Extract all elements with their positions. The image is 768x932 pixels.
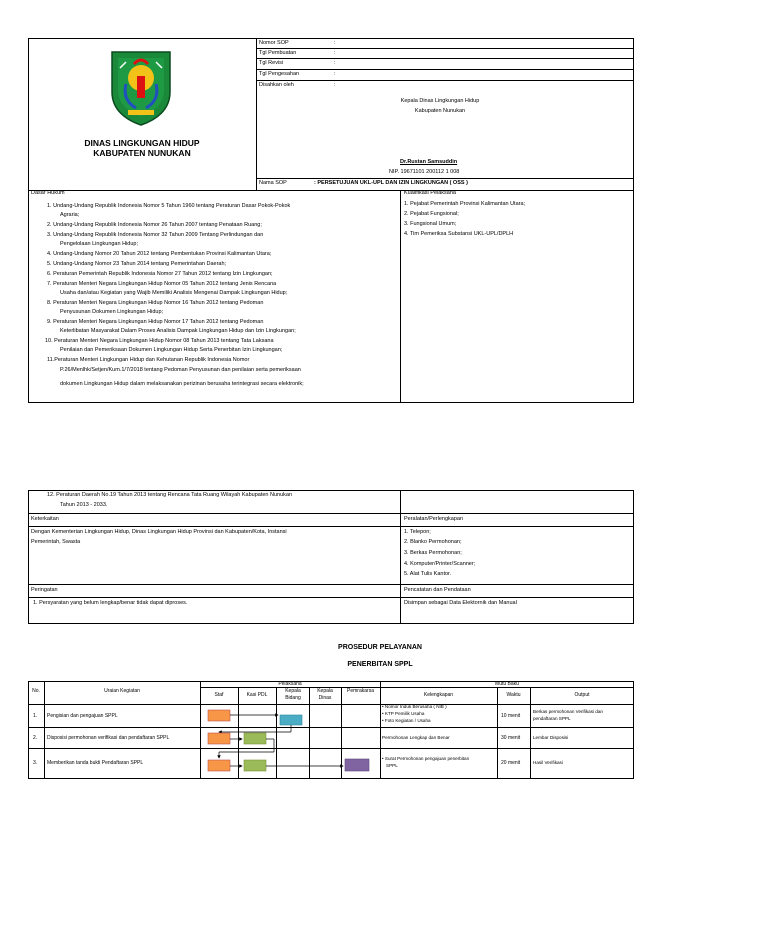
meta-sep-tgl-pembuatan: : [334,50,336,56]
dasar-hukum-item: 4. Undang-Undang Nomor 20 Tahun 2012 tentang Pembentukan Provinsi Kalimantan Utara; [47,251,272,257]
row-uraian: Memberikan tanda bukti Pendaftaran SPPL [47,760,144,766]
procedure-flowchart [200,704,380,779]
row-kelengkapan: • Foto Kegiatan / Usaha [382,718,431,723]
peringatan-title: Peringatan [31,587,58,593]
row-output: Berkas permohonan Verifikasi dan [533,709,603,714]
dasar-hukum-item: Keterlibatan Masyarakat Dalam Proses Analisis Dampak Lingkungan Hidup dan Izin Lingkungan; [60,328,296,334]
meta-sep-tgl-revisi: : [334,60,336,66]
row-kelengkapan: Permohonan Lengkap dan Benar [382,735,450,740]
meta-label-nomor: Nomor SOP [259,40,289,46]
agency-name-line1: DINAS LINGKUNGAN HIDUP [84,138,200,148]
peralatan-item: 3. Berkas Permohonan; [404,550,462,556]
flow-step-kasi-3 [244,760,266,771]
dasar-hukum-item: 6. Peraturan Pemerintah Republik Indonesia Nomor 27 Tahun 2012 tentang Izin Lingkungan; [47,271,273,277]
dasar-hukum-item: 10. Peraturan Menteri Negara Lingkungan Hidup Nomor 08 Tahun 2013 tentang Tata Laksana [45,338,274,344]
approver-nip: NIP. 19671101 200112 1 008 [389,169,460,175]
peringatan-text: 1. Persyaratan yang belum lengkap/benar tidak dapat diproses. [33,600,188,606]
approver-title-line2: Kabupaten Nunukan [414,108,466,114]
meta-label-tgl-pembuatan: Tgl Pembuatan [259,50,297,56]
col-header-no: No. [32,688,40,694]
kualifikasi-item: 4. Tim Pemeriksa Substansi UKL-UPL/DPLH [404,231,514,237]
dasar-hukum-item: P.26/Menlhk/Setjen/Kum.1/7/2018 tentang Pedoman Penyusunan dan penilaian serta pemeriksaan [60,367,301,373]
keterkaitan-text: Dengan Kementerian Lingkungan Hidup, Dinas Lingkungan Hidup Provinsi dan Kabupaten/Kota, Instansi [31,529,287,535]
dasar-hukum-item: 11.Peraturan Menteri Lingkungan Hidup dan Kehutanan Republik Indonesia Nomor [47,357,250,363]
row-uraian: Disposisi permohonan verifikasi dan pendaftaran SPPL [47,735,170,741]
flow-step-pemrakarsa [345,759,369,771]
prosedur-title: PROSEDUR PELAYANAN [338,644,422,651]
row-output: pendaftaran SPPL [533,716,571,721]
col-header-kelengkapan: Kelengkapan [423,692,454,698]
meta-label-tgl-revisi: Tgl Revisi [259,60,284,66]
dasar-hukum-item: dokumen Lingkungan Hidup dalam melaksanakan perizinan berusaha terintegrasi secara elektronik; [60,381,304,387]
meta-sep-disahkan: : [334,82,336,88]
dasar-hukum-item: 8. Peraturan Menteri Negara Lingkungan Hidup Nomor 16 Tahun 2012 tentang Pedoman [47,300,264,306]
flow-step-kasi-2 [244,733,266,744]
kualifikasi-item: 1. Pejabat Pemerintah Provinsi Kalimantan Utara; [404,201,526,207]
keterkaitan-title: Keterkaitan [31,516,59,522]
col-header-pemrakarsa: Pemrakarsa [347,688,374,694]
row-waktu: 30 menit [501,735,521,741]
row-uraian: Pengisian dan pengajuan SPPL [47,713,118,719]
approver-title-line1: Kepala Dinas Lingkungan Hidup [400,98,480,104]
row-waktu: 20 menit [501,760,521,766]
peralatan-title: Peralatan/Perlengkapan [404,516,464,522]
peralatan-item: 4. Komputer/Printer/Scanner; [404,561,476,567]
meta-sep-nomor: : [334,40,336,46]
pencatatan-text: Disimpan sebagai Data Elektornik dan Manual [404,600,517,606]
row-output: Lembar Disposisi [533,735,569,740]
keterkaitan-text-cont: Pemerintah, Swasta [31,539,81,545]
flow-step-kasi-1 [280,715,302,725]
regency-emblem-logo [106,48,176,126]
row-kelengkapan: • Surat Permohonan pengajuan penerbitan [382,756,470,761]
agency-name-line2: KABUPATEN NUNUKAN [93,148,191,158]
flow-step-staf-1 [208,710,230,721]
dasar-hukum-item: Penilaian dan Pemeriksaan Dokumen Lingkungan Hidup Serta Penerbitan Izin Lingkungan; [60,347,283,353]
row-kelengkapan: SPPL [386,763,398,768]
row-no: 2. [33,735,38,741]
kualifikasi-item: 2. Pejabat Fungsional; [404,211,459,217]
row-no: 1. [33,713,38,719]
meta-sep-tgl-pengesahan: : [334,71,336,77]
dasar-hukum-title: Dasar Hukum [31,190,65,196]
row-kelengkapan: • KTP Pemilik Usaha [382,711,425,716]
col-header-mutu: Mutu Baku [495,681,519,687]
dasar-hukum-item: Pengelolaan Lingkungan Hidup; [60,241,138,247]
approver-name: Dr.Rustan Samsuddin [400,159,458,165]
col-header-uraian: Uraian Kegiatan [104,688,140,694]
dasar-hukum-item: 1. Undang-Undang Republik Indonesia Nomor 5 Tahun 1960 tentang Peraturan Dasar Pokok-Pokok [47,203,291,209]
col-header-staf: Staf [214,692,224,698]
dasar-hukum-item: 2. Undang-Undang Republik Indonesia Nomor 26 Tahun 2007 tentang Penataan Ruang; [47,222,262,228]
col-header-kasi: Kasi PDL [246,692,268,698]
kualifikasi-item: 3. Fungsional Umum; [404,221,457,227]
col-header-kadis: Kepala Dinas [317,688,333,701]
col-header-pelaksana: Pelaksana [278,681,302,687]
dasar-hukum-item: 9. Peraturan Menteri Negara Lingkungan Hidup Nomor 17 Tahun 2012 tentang Pedoman [47,319,264,325]
row-waktu: 10 menit [501,713,521,719]
kualifikasi-title: Kualifikasi Pelaksana [404,190,456,196]
prosedur-subtitle: PENERBITAN SPPL [347,661,413,668]
row-no: 3. [33,760,38,766]
col-header-kabid: Kepala Bidang [285,688,301,701]
peralatan-item: 5. Alat Tulis Kantor. [404,571,452,577]
peralatan-item: 2. Blanko Permohonan; [404,539,462,545]
meta-label-tgl-pengesahan: Tgl Pengesahan [259,71,300,77]
sop-name-label: Nama SOP [259,180,287,186]
dasar-hukum-item: 7. Peraturan Menteri Negara Lingkungan Hidup Nomor 05 Tahun 2012 tentang Jenis Rencana [47,281,277,287]
dasar-hukum-item: Agraria; [60,212,80,218]
col-header-waktu: Waktu [506,692,521,698]
dasar-hukum-item: Usaha dan/atau Kegiatan yang Wajib Memiliki Analisis Mengenai Dampak Lingkungan Hidup; [60,290,288,296]
header-column-divider [256,38,257,190]
flow-step-staf-2 [208,733,230,744]
row-output: Hasil Verifikasi [533,760,563,765]
flow-step-staf-3 [208,760,230,771]
dasar-hukum-item-12-cont: Tahun 2013 - 2033. [60,502,108,508]
pencatatan-title: Pencatatan dan Pendataan [404,587,471,593]
dasar-hukum-item: 3. Undang-Undang Republik Indonesia Nomor 32 Tahun 2009 Tentang Perlindungan dan [47,232,264,238]
dasar-hukum-item: Penyusunan Dokumen Lingkungan Hidup; [60,309,164,315]
dasar-hukum-item-12: 12. Peraturan Daerah No.19 Tahun 2013 tentang Rencana Tata Ruang Wilayah Kabupaten Nunukan [47,492,293,498]
dasar-hukum-item: 5. Undang-Undang Nomor 23 Tahun 2014 tentang Pemerintahan Daerah; [47,261,227,267]
peralatan-item: 1. Telepon; [404,529,431,535]
meta-label-disahkan: Disahkan oleh [259,82,294,88]
body-column-divider [400,190,401,403]
sop-name-value: : PERSETUJUAN UKL-UPL DAN IZIN LINGKUNGAN ( OSS ) [314,180,468,186]
row-kelengkapan: • Nomor Induk Berusaha ( NIB ) [382,704,447,709]
col-header-output: Output [574,692,590,698]
